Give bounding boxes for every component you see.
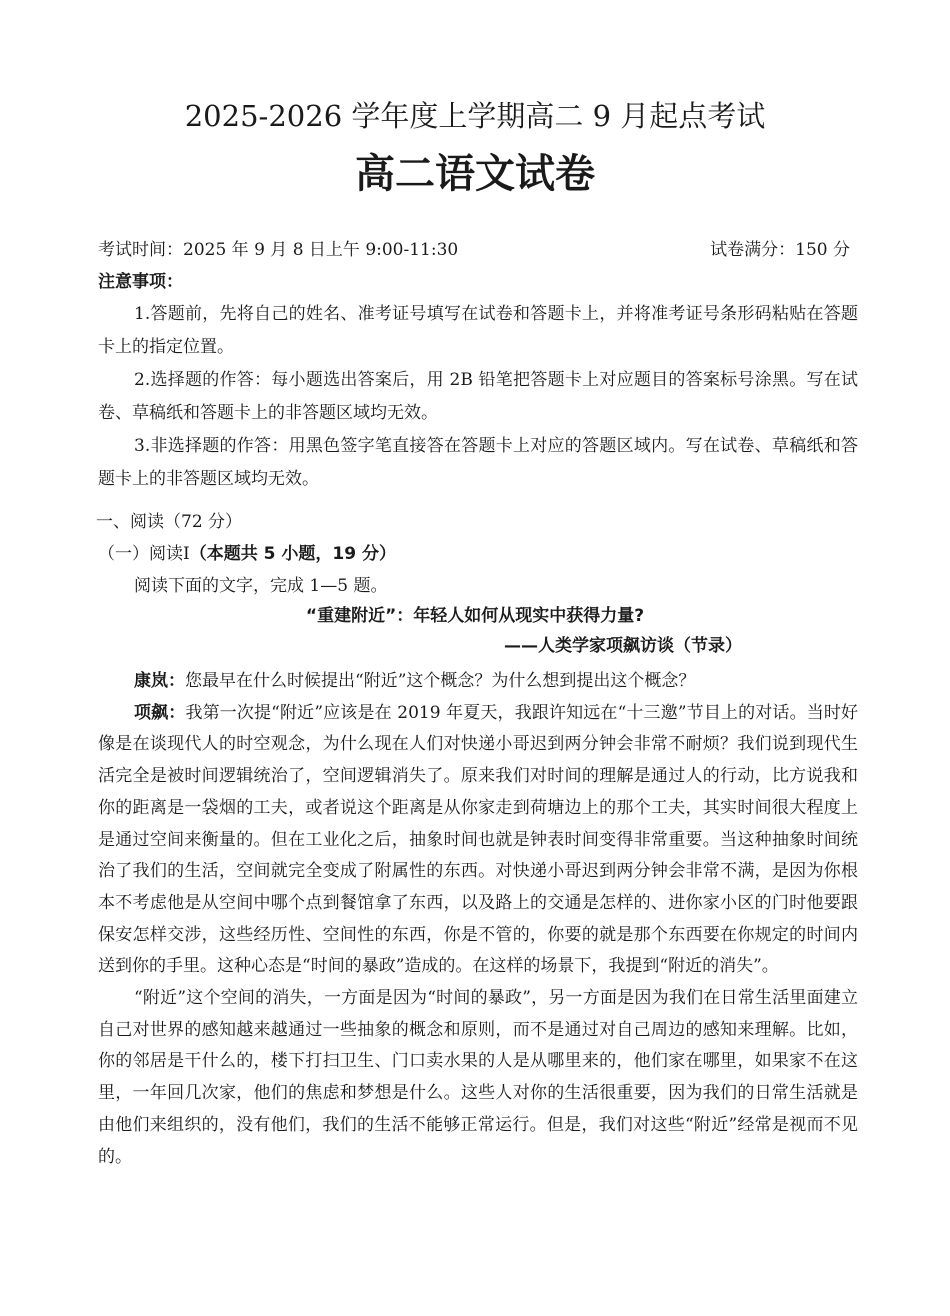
- exam-time: 考试时间：2025 年 9 月 8 日上午 9:00-11:30: [98, 240, 459, 260]
- exam-meta: [98, 236, 850, 264]
- section-heading: 一、阅读（72 分）: [96, 512, 243, 532]
- sub-section-prefix: （一）阅读Ⅰ: [98, 544, 190, 564]
- article-paragraph: [98, 698, 858, 983]
- article-paragraph: [98, 983, 858, 1173]
- paragraph-text: “附近”这个空间的消失，一方面是因为“时间的暴政”，另一方面是因为我们在日常生活里面建立自己对世界的感知越来越通过一些抽象的概念和原则，而不是通过对自己周边的感知来理解。比如，你的邻居是干什么的，楼下打扫卫生、门口卖水果的人是从哪里来的，他们家在哪里，如果家不在这里，一年回几次家，他们的焦虑和梦想是什么。这些人对你的生活很重要，因为我们的日常生活就是由他们来组织的，没有他们，我们的生活不能够正常运行。但是，我们对这些“附近”经常是视而不见的。: [98, 988, 858, 1167]
- paragraph-text: 我第一次提“附近”应该是在 2019 年夏天，我跟许知远在“十三邀”节目上的对话。当时好像是在谈现代人的时空观念，为什么现在人们对快递小哥迟到两分钟会非常不耐烦？我们说到现代生活完全是被时间逻辑统治了，空间逻辑消失了。原来我们对时间的理解是通过人的行动，比方说我和你的距离是一袋烟的工夫，或者说这个距离是从你家走到荷塘边上的那个工夫，其实时间很大程度上是通过空间来衡量的。但在工业化之后，抽象时间也就是钟表时间变得非常重要。当这种抽象时间统治了我们的生活，空间就完全变成了附属性的东西。对快递小哥迟到两分钟会非常不满，是因为你根本不考虑他是从空间中哪个点到餐馆拿了东西，以及路上的交通是怎样的、进你家小区的门时他要跟保安怎样交涉，这些经历性、空间性的东西，你是不管的，你要的就是那个东西要在你规定的时间内送到你的手里。这种心态是“时间的暴政”造成的。在这样的场景下，我提到“附近的消失”。: [98, 702, 859, 977]
- article-subtitle: ——人类学家项飙访谈（节录）: [504, 636, 742, 656]
- article-paragraph: [98, 666, 858, 698]
- speaker-label: 项飙：: [134, 702, 186, 723]
- full-score: 试卷满分：150 分: [710, 240, 850, 260]
- sub-section-heading: [98, 540, 396, 568]
- speaker-label: 康岚：: [134, 671, 185, 691]
- paper-title: 高二语文试卷: [355, 151, 595, 197]
- article-title: “重建附近”：年轻人如何从现实中获得力量?: [305, 606, 645, 626]
- notice-item: 3.非选择题的作答：用黑色签字笔直接答在答题卡上对应的答题区域内。写在试卷、草稿纸和答题卡上的非答题区域均无效。: [98, 436, 858, 489]
- reading-instruction: 阅读下面的文字，完成 1—5 题。: [134, 576, 388, 596]
- article-body: [98, 666, 858, 1173]
- notice-item: 1.答题前，先将自己的姓名、准考证号填写在试卷和答题卡上，并将准考证号条形码粘贴在答题卡上的指定位置。: [98, 304, 858, 357]
- notice-heading: 注意事项：: [98, 272, 183, 292]
- notice-item: 2.选择题的作答：每小题选出答案后，用 2B 铅笔把答题卡上对应题目的答案标号涂黑。写在试卷、草稿纸和答题卡上的非答题区域均无效。: [98, 370, 858, 423]
- paragraph-text: 您最早在什么时候提出“附近”这个概念？为什么想到提出这个概念？: [185, 671, 696, 691]
- notice-list: [98, 298, 858, 496]
- exam-title: 2025-2026 学年度上学期高二 9 月起点考试: [184, 99, 766, 133]
- sub-section-detail: （本题共 5 小题，19 分）: [189, 544, 396, 564]
